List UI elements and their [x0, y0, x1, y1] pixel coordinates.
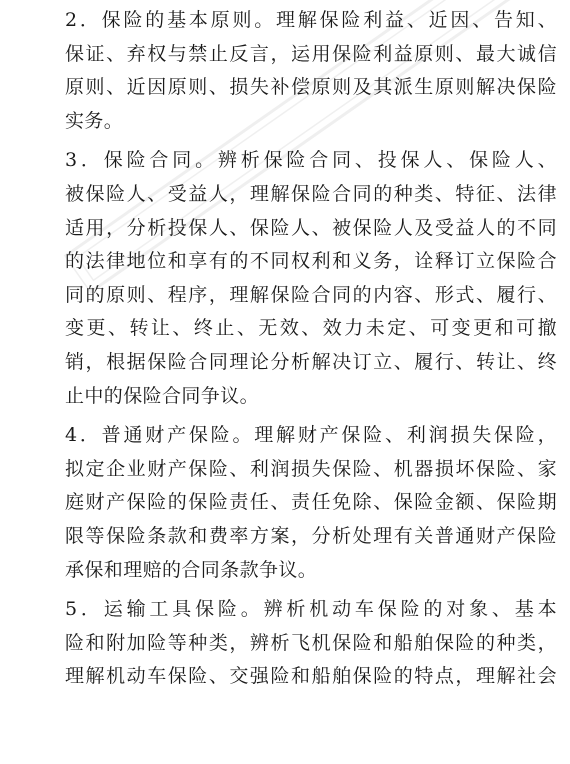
- text-line: 被保险人、受益人，理解保险合同的种类、特征、法律: [65, 182, 557, 205]
- paragraph-property-insurance: [27, 419, 557, 587]
- text-line: 承保和理赔的合同条款争议。: [65, 558, 318, 581]
- text-line: 实务。: [65, 109, 124, 132]
- text-line: 5．运输工具保险。辨析机动车保险的对象、基本: [65, 598, 557, 621]
- text-line: 2．保险的基本原则。理解保险利益、近因、告知、: [65, 9, 557, 31]
- text-line: 4．普通财产保险。理解财产保险、利润损失保险，: [65, 424, 557, 447]
- paragraph-vehicle-insurance: [27, 593, 557, 694]
- text-line: 同的原则、程序，理解保险合同的内容、形式、履行、: [65, 283, 557, 306]
- text-line: 理解机动车保险、交强险和船舶保险的特点，理解社会: [65, 665, 557, 688]
- text-line: 庭财产保险的保险责任、责任免除、保险金额、保险期: [65, 491, 557, 514]
- text-line: 3．保险合同。辨析保险合同、投保人、保险人、: [65, 149, 557, 172]
- text-line: 原则、近因原则、损失补偿原则及其派生原则解决保险: [65, 76, 557, 99]
- text-line: 适用，分析投保人、保险人、被保险人及受益人的不同: [65, 216, 557, 239]
- text-line: 止中的保险合同争议。: [65, 384, 260, 407]
- text-line: 保证、弃权与禁止反言，运用保险利益原则、最大诚信: [65, 42, 557, 65]
- text-line: 销，根据保险合同理论分析解决订立、履行、转让、终: [65, 350, 557, 373]
- text-line: 限等保险条款和费率方案，分析处理有关普通财产保险: [65, 524, 557, 547]
- text-line: 的法律地位和享有的不同权利和义务，诠释订立保险合: [65, 250, 557, 273]
- text-line: 险和附加险等种类，辨析飞机保险和船舶保险的种类，: [65, 631, 557, 654]
- document-body: [27, 4, 557, 700]
- paragraph-insurance-contract: [27, 144, 557, 413]
- text-line: 拟定企业财产保险、利润损失保险、机器损坏保险、家: [65, 457, 557, 480]
- paragraph-basic-principles: [27, 4, 557, 138]
- text-line: 变更、转让、终止、无效、效力未定、可变更和可撤: [65, 317, 557, 340]
